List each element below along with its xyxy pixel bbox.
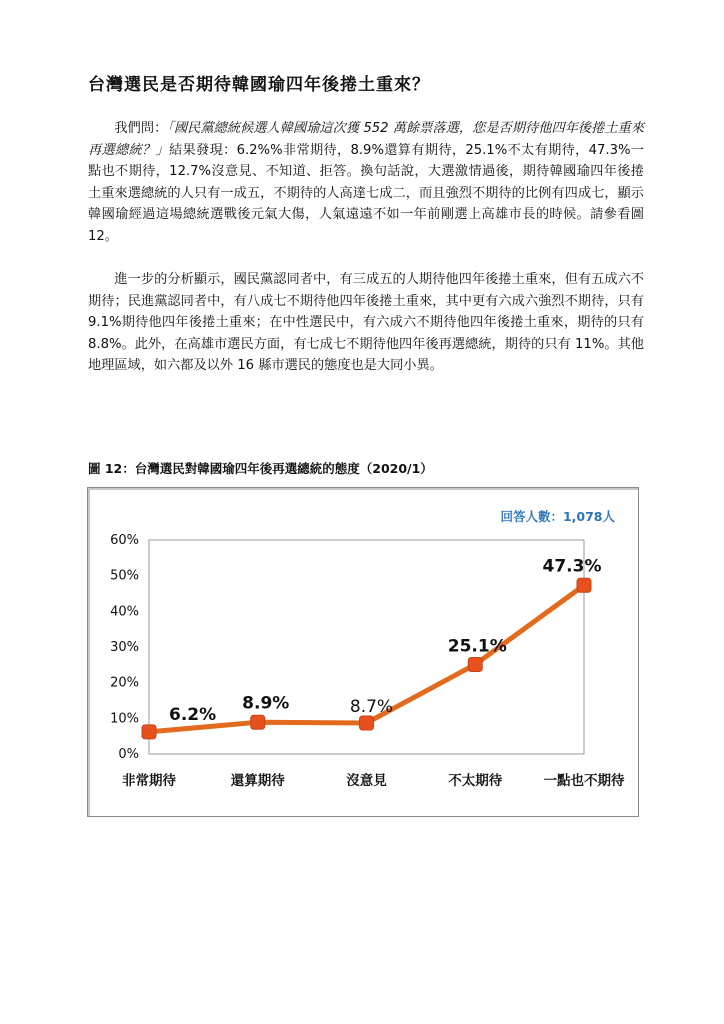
x-tick-label: 沒意見 <box>346 773 387 789</box>
data-label: 25.1% <box>447 636 507 657</box>
data-label: 6.2% <box>169 704 217 725</box>
y-tick-label: 60% <box>110 533 139 548</box>
data-point-marker <box>468 657 482 671</box>
data-point-marker <box>360 716 374 730</box>
page-title: 台灣選民是否期待韓國瑜四年後捲土重來？ <box>88 75 430 95</box>
survey-question-quote: 「國民黨總統候選人韓國瑜這次獲 552 萬餘票落選，您是否期待他四年後捲土重來再選總統？」 <box>88 121 645 158</box>
x-tick-label: 一點也不期待 <box>543 773 625 789</box>
x-tick-label: 非常期待 <box>122 773 176 789</box>
figure-caption: 圖 12：台灣選民對韓國瑜四年後再選總統的態度（2020/1） <box>88 461 433 476</box>
x-tick-label: 還算期待 <box>230 773 285 789</box>
data-point-marker <box>251 715 265 729</box>
y-tick-label: 30% <box>110 640 139 655</box>
paragraph-2: 進一步的分析顯示，國民黨認同者中，有三成五的人期待他四年後捲土重來，但有五成六不期待；民進黨認同者中，有八成七不期待他四年後捲土重來，其中更有六成六強烈不期待，只有 9.1%期待他四年後捲土重來；在中性選民中，有六成六不期待他四年後捲土重來，期待的只有 8.8%。此外，在高雄市選民方面，有七成七不期待他四年後再選總統，期待的只有 11%。其他地理區域，如六都及以外 16 縣市選民的態度也是大同小異。 <box>88 272 644 373</box>
data-label: 8.7% <box>349 696 394 717</box>
paragraph-1-results: 結果發現：6.2%%非常期待，8.9%還算有期待，25.1%不太有期待，47.3%一點也不期待，12.7%沒意見、不知道、拒答。換句話說，大選激情過後，期待韓國瑜四年後捲土重來選總統的人只有一成五，不期待的人高達七成二，而且強烈不期待的比例有四成七，顯示韓國瑜經過這場總統選戰後元氣大傷，人氣遠遠不如一年前剛選上高雄市長的時候。請參看圖 12。 <box>88 142 644 244</box>
y-tick-label: 10% <box>110 711 139 727</box>
data-label: 8.9% <box>242 693 290 714</box>
x-tick-label: 不太期待 <box>448 773 503 789</box>
y-tick-label: 40% <box>110 604 139 620</box>
paragraph-1-intro: 我們問： <box>114 121 168 136</box>
data-label: 47.3% <box>542 556 602 577</box>
line-chart <box>88 488 638 816</box>
paragraph-1 <box>88 118 644 247</box>
y-tick-label: 50% <box>110 568 139 584</box>
chart-frame <box>87 487 639 817</box>
data-point-marker <box>142 725 156 739</box>
data-point-marker <box>577 578 591 592</box>
respondent-count-annotation: 回答人數：1,078人 <box>500 509 615 524</box>
y-tick-label: 0% <box>118 747 139 762</box>
y-tick-label: 20% <box>110 675 139 691</box>
